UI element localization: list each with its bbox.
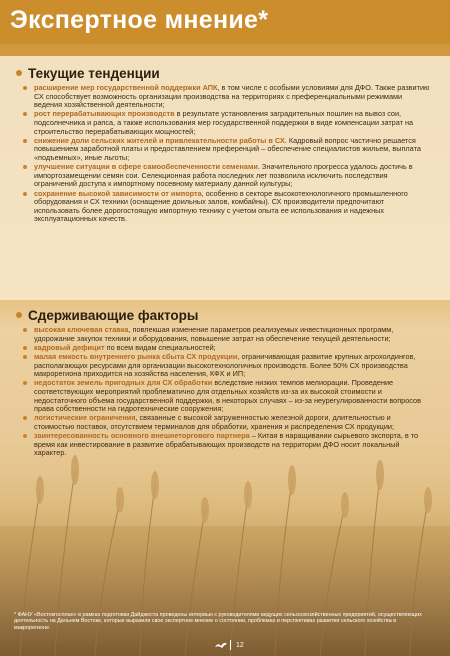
bird-logo-icon bbox=[214, 640, 228, 650]
item-highlight: снижение доли сельских жителей и привлекательности работы в СХ bbox=[34, 135, 285, 145]
footnote: * ФАНУ «Востокгосплан» в рамках подготовки Дайджеста проведены интервью с руководителями ведущих сельскохозяйственных предприятий, осуществляющих деятельность на Дальнем Востоке, которые выразили свое экспертное мнение о состоянии, проблемах и перспективах развития сельского хозяйства в макрорегионе. bbox=[14, 612, 422, 631]
item-highlight: недостаток земель пригодных для СХ обработки bbox=[34, 378, 213, 388]
list-item bbox=[34, 414, 432, 431]
bullet-icon bbox=[23, 139, 27, 143]
bullet-icon bbox=[23, 192, 27, 196]
list-item bbox=[34, 432, 432, 458]
item-highlight: расширение мер государственной поддержки АПК bbox=[34, 83, 218, 92]
item-text: в результате установления заградительных пошлин на вывоз сои, подсолнечника и рапса, а также использования мер государственной поддержки в виде компенсации затрат на строительство перерабатывающих мощностей; bbox=[34, 109, 414, 136]
title-bullet-icon bbox=[16, 70, 22, 76]
item-text: , особенно в секторе высокотехнологичного промышленного оборудования и СХ техники (оснащение доильных залов, комбайны). СХ производители предпочитают использовать более дорогостоящую импортную технику с учетом опыта ее использования и надежных эксплуатационных качеств. bbox=[34, 188, 408, 224]
item-text: , повлекшая изменение параметров реализуемых инвестиционных программ, удорожание закупок техники и оборудования, повышение затрат на обеспечение текущей деятельности; bbox=[34, 325, 394, 343]
trends-title bbox=[28, 66, 160, 81]
item-text: вследствие низких темпов мелиорации. Проведение соответствующих мероприятий проблематично для отдельных хозяйств из-за их высокой стоимости и недостаточного объема государственной поддержки, в некоторых случаях – из-за неурегулированности вопросов права собственности на гидротехнические сооружения; bbox=[34, 378, 421, 414]
item-text: . Кадровый вопрос частично решается повышением заработной платы и предоставлением преференций – обеспечение специалистов жильем, выплата «подъемных», иные льготы; bbox=[34, 135, 421, 162]
list-item bbox=[34, 163, 432, 189]
item-highlight: улучшение ситуации в сфере самообеспеченности семенами bbox=[34, 162, 258, 172]
bullet-icon bbox=[23, 346, 27, 350]
list-item bbox=[34, 326, 432, 343]
page-title: Экспертное мнение* bbox=[10, 6, 269, 34]
trends-list bbox=[34, 84, 432, 224]
item-text: , ограничивающая развитие крупных агрохолдингов, располагающих ресурсами для организации высокотехнологичных производств. Более 50% СХ производства макрорегиона приходится на хозяйства населения, КФХ и ИП; bbox=[34, 351, 416, 379]
trends-title-text: Текущие тенденции bbox=[28, 66, 160, 81]
item-text: по всем видам специальностей; bbox=[104, 342, 216, 352]
header-bar bbox=[0, 0, 450, 44]
bullet-icon bbox=[23, 328, 27, 332]
item-text: , в том числе с особыми условиями для ДФО. Также развитию СХ способствует возможность организации производства на территориях с преференциальными режимами ведения хозяйственной деятельности; bbox=[34, 83, 430, 110]
factors-title bbox=[28, 308, 198, 323]
item-highlight: заинтересованность основного внешнеторгового партнера bbox=[34, 431, 250, 441]
item-text: – Китая в наращивании сырьевого экспорта, в то время как инвестирование в развитие обрабатывающих производств на территории ДФО носит локальный характер. bbox=[34, 431, 419, 458]
list-item bbox=[34, 190, 432, 224]
item-text: . Значительного прогресса удалось достичь в импортозамещении семян сои. Селекционная работа последних лет позволила исключить последствия ограничений доступа к импортному посевному материалу данной культуры; bbox=[34, 162, 413, 189]
list-item bbox=[34, 353, 432, 379]
list-item bbox=[34, 379, 432, 413]
title-bullet-icon bbox=[16, 312, 22, 318]
item-highlight: рост перерабатывающих производств bbox=[34, 109, 175, 119]
item-text: , связанные с высокой загруженностью железной дороги, длительностью и стоимостью поставок, отсутствием терминалов для обработки, хранения и распределения СХ продукции; bbox=[34, 413, 394, 431]
item-highlight: малая емкость внутреннего рынка сбыта СХ продукции bbox=[34, 351, 238, 361]
list-item bbox=[34, 110, 432, 136]
list-item bbox=[34, 137, 432, 163]
factors-title-text: Сдерживающие факторы bbox=[28, 308, 199, 323]
bullet-icon bbox=[23, 355, 27, 359]
footer-divider bbox=[230, 640, 231, 650]
item-highlight: высокая ключевая ставка bbox=[34, 325, 129, 334]
item-highlight: кадровый дефицит bbox=[34, 342, 105, 352]
factors-list bbox=[34, 326, 432, 458]
list-item bbox=[34, 84, 432, 110]
bullet-icon bbox=[23, 86, 27, 90]
item-highlight: логистические ограничения bbox=[34, 413, 136, 423]
item-highlight: сохранение высокой зависимости от импорта bbox=[34, 188, 202, 198]
page-number: 12 bbox=[236, 642, 244, 649]
